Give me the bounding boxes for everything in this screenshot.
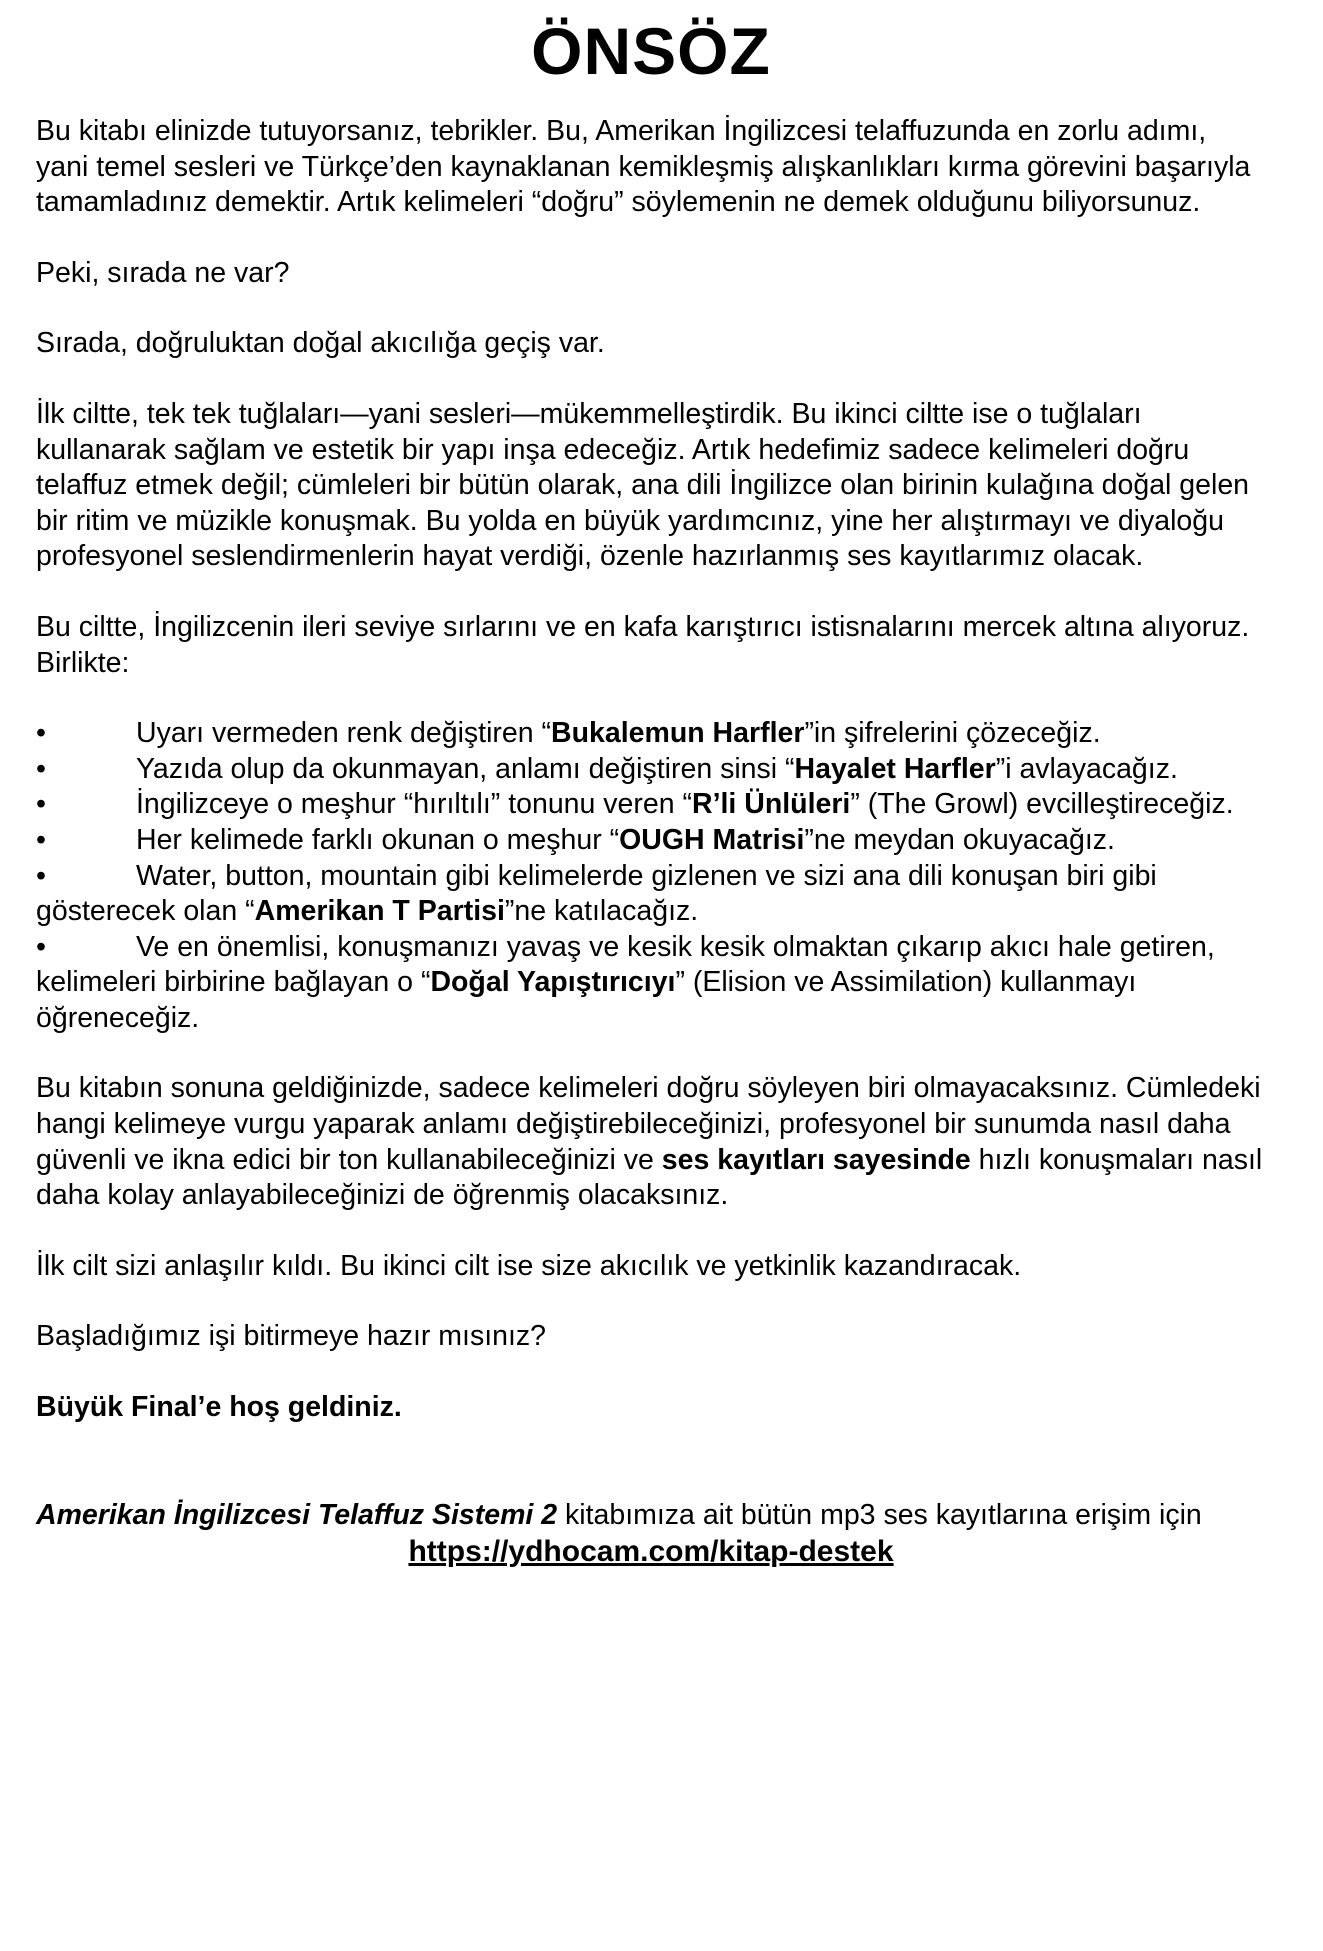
- end-paragraph-emphasis: ses kayıtları sayesinde: [661, 1143, 971, 1176]
- topics-list: [36, 716, 1266, 1036]
- list-item: • Ve en önemlisi, konuşmanızı yavaş ve kesik kesik olmaktan çıkarıp akıcı hale getiren, kelimeleri birbirine bağlayan o “Doğal Yapıştırıcıyı” (Elision ve Assimilation) kullanmayı öğreneceğiz.: [36, 930, 1215, 1034]
- question-paragraph: Peki, sırada ne var?: [36, 256, 290, 289]
- list-item-keyword: OUGH Matrisi: [619, 823, 805, 856]
- summary-paragraph: İlk cilt sizi anlaşılır kıldı. Bu ikinci cilt ise size akıcılık ve yetkinlik kazandıracak.: [36, 1249, 1022, 1282]
- list-item-keyword: Amerikan T Partisi: [254, 895, 505, 928]
- bullet-marker: •: [36, 752, 46, 785]
- bullet-marker: •: [36, 930, 46, 963]
- book-title: Amerikan İngilizcesi Telaffuz Sistemi 2: [36, 1498, 558, 1531]
- list-item-keyword: Bukalemun Harfler: [551, 717, 805, 750]
- answer-paragraph: Sırada, doğruluktan doğal akıcılığa geçiş var.: [36, 327, 605, 360]
- list-item-keyword: R’li Ünlüleri: [692, 788, 851, 821]
- list-item: • Uyarı vermeden renk değiştiren “Bukalemun Harfler”in şifrelerini çözeceğiz.: [36, 716, 1266, 752]
- list-item: • Water, button, mountain gibi kelimelerde gizlenen ve sizi ana dili konuşan biri gibi gösterecek olan “Amerikan T Partisi”ne katılacağız.: [36, 859, 1157, 928]
- bullet-marker: •: [36, 823, 46, 856]
- list-item: • Yazıda olup da okunmayan, anlamı değiştiren sinsi “Hayalet Harfler”i avlayacağız.: [36, 752, 1266, 788]
- bullet-marker: •: [36, 788, 46, 821]
- list-item: • Her kelimede farklı okunan o meşhur “OUGH Matrisi”ne meydan okuyacağız.: [36, 823, 1266, 859]
- this-volume-paragraph: Bu ciltte, İngilizcenin ileri seviye sırlarını ve en kafa karıştırıcı istisnalarını mercek altına alıyoruz. Birlikte:: [36, 610, 1250, 679]
- audio-access-note: Amerikan İngilizcesi Telaffuz Sistemi 2 kitabımıza ait bütün mp3 ses kayıtlarına erişim için: [36, 1498, 1202, 1531]
- first-volume-paragraph: İlk ciltte, tek tek tuğlaları—yani sesleri—mükemmelleştirdik. Bu ikinci ciltte ise o tuğlaları kullanarak sağlam ve estetik bir yapı inşa edeceğiz. Artık hedefimiz sadece kelimeleri doğru telaffuz etmek değil; cümleleri bir bütün olarak, ana dili İngilizce olan birinin kulağına doğal gelen bir ritim ve müzikle konuşmak. Bu yolda en büyük yardımcınız, yine her alıştırmayı ve diyaloğu profesyonel seslendirmenlerin hayat verdiği, özenle hazırlanmış ses kayıtlarımız olacak.: [36, 397, 1250, 573]
- ready-paragraph: Başladığımız işi bitirmeye hazır mısınız?: [36, 1320, 546, 1353]
- list-item: • İngilizceye o meşhur “hırıltılı” tonunu veren “R’li Ünlüleri” (The Growl) evcilleştireceğiz.: [36, 787, 1266, 823]
- list-item-keyword: Doğal Yapıştırıcıyı: [430, 966, 676, 999]
- support-link[interactable]: https://ydhocam.com/kitap-destek: [408, 1535, 894, 1569]
- page-title: ÖNSÖZ: [531, 14, 771, 88]
- bullet-marker: •: [36, 859, 46, 892]
- list-item-keyword: Hayalet Harfler: [794, 752, 996, 785]
- page: [36, 0, 1266, 1571]
- intro-paragraph: Bu kitabı elinizde tutuyorsanız, tebrikler. Bu, Amerikan İngilizcesi telaffuzunda en zorlu adımı, yani temel sesleri ve Türkçe’den kaynaklanan kemikleşmiş alışkanlıkları kırma görevini başarıyla tamamladınız demektir. Artık kelimeleri “doğru” söylemenin ne demek olduğunu biliyorsunuz.: [36, 115, 1251, 219]
- welcome-paragraph: Büyük Final’e hoş geldiniz.: [36, 1391, 402, 1424]
- end-paragraph: Bu kitabın sonuna geldiğinizde, sadece kelimeleri doğru söyleyen biri olmayacaksınız. Cümledeki hangi kelimeye vurgu yaparak anlamı değiştirebileceğinizi, profesyonel bir sunumda nasıl daha güvenli ve ikna edici bir ton kullanabileceğinizi ve ses kayıtları sayesinde hızlı konuşmaları nasıl daha kolay anlayabileceğinizi de öğrenmiş olacaksınız.: [36, 1072, 1263, 1212]
- bullet-marker: •: [36, 717, 46, 750]
